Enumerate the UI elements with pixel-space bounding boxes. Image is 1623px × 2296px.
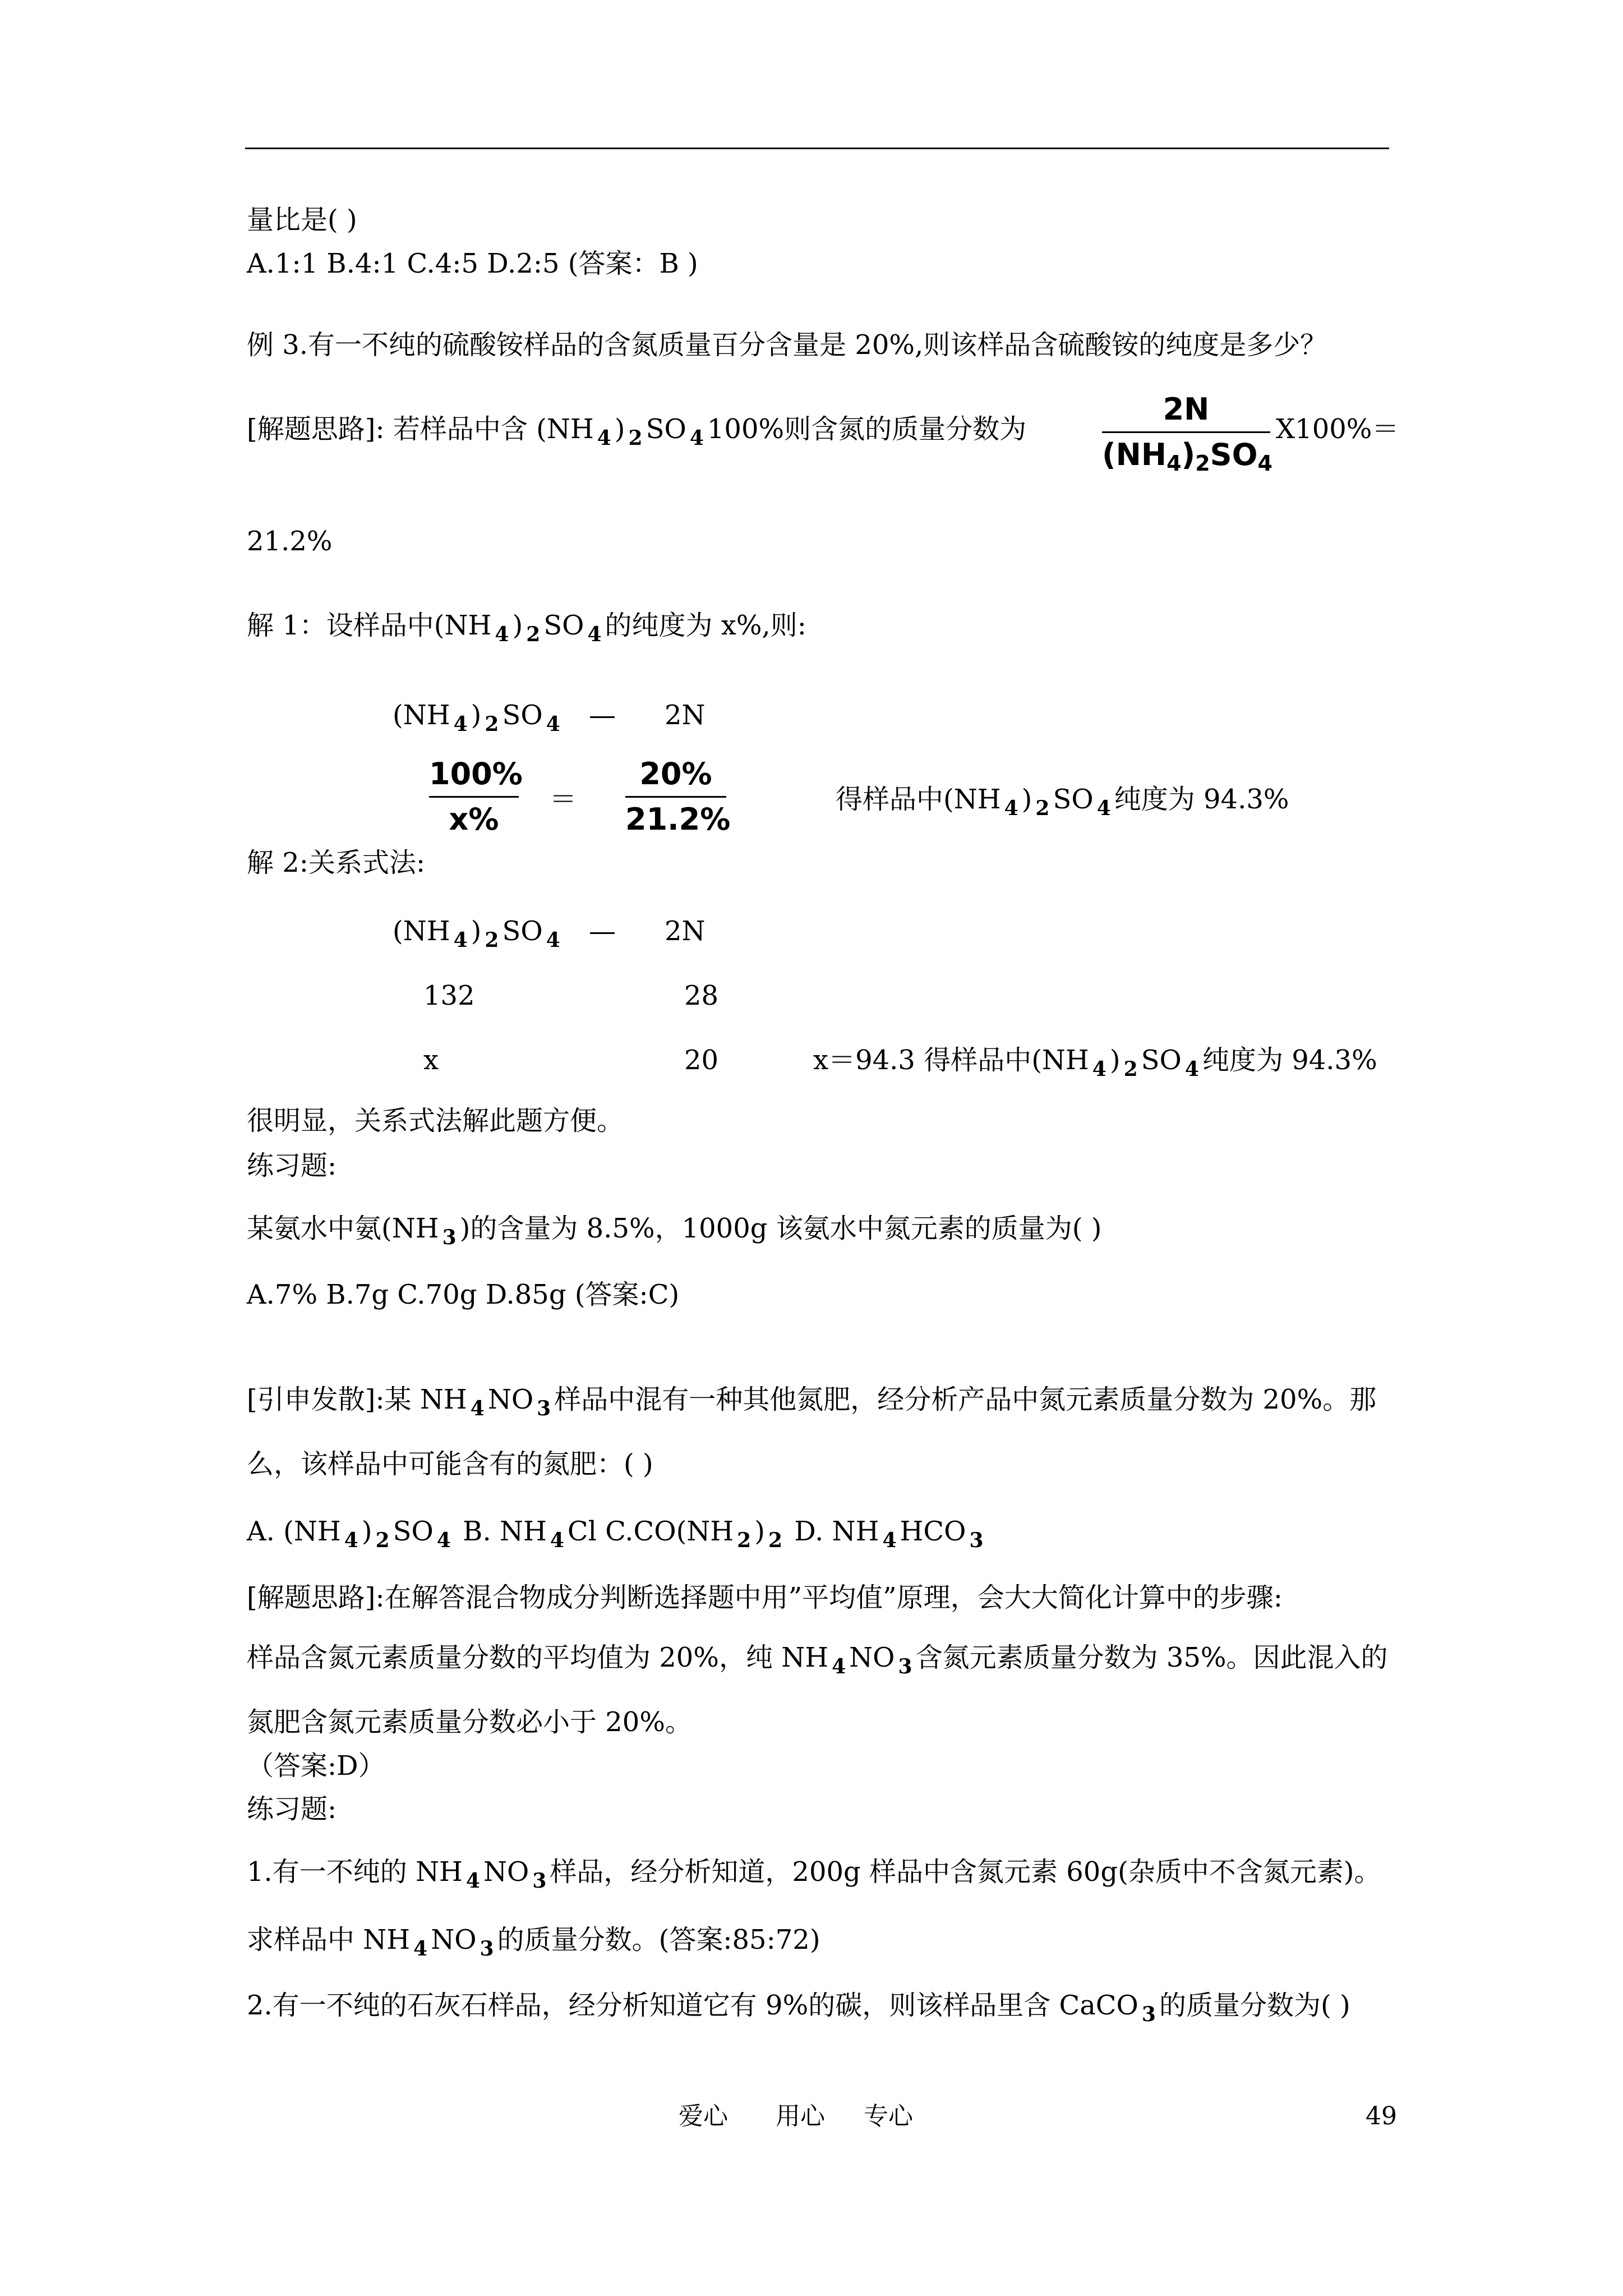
result-text: 得样品中(NH $_4$ ) $_2$ SO $_4$ 纯度为 94.3% [836, 784, 1289, 820]
solution-2-heading: 解 2:关系式法: [247, 847, 426, 878]
footer-motto: 用心 [776, 2102, 825, 2131]
text-line: 21.2% [247, 526, 333, 557]
text-fragment: X100%＝ [1276, 413, 1399, 445]
page-number: 49 [1366, 2102, 1397, 2131]
result-text: x＝94.3 得样品中(NH $_4$ ) $_2$ SO $_4$ 纯度为 94.3% [813, 1045, 1377, 1081]
answer-options: A.1:1 B.4:1 C.4:5 D.2:5 (答案：B ) [247, 248, 698, 279]
text-line: 求样品中 NH $_4$ NO $_3$ 的质量分数。(答案:85:72) [247, 1924, 820, 1961]
answer-options: A.7% B.7g C.70g D.85g (答案:C) [247, 1279, 680, 1310]
exercise-question-1: 1.有一不纯的 NH $_4$ NO $_3$ 样品，经分析知道，200g 样品中含氮元素 60g(杂质中不含氮元素)。 [247, 1856, 1381, 1893]
extension-question: [引申发散]:某 NH $_4$ NO $_3$ 样品中混有一种其他氮肥，经分析产品中氮元素质量分数为 20%。那 [247, 1384, 1377, 1420]
molar-mass-value: 28 [684, 980, 719, 1011]
relation-formula: (NH $_4$ ) $_2$ SO $_4$ [393, 700, 560, 736]
value-20: 20 [684, 1045, 719, 1076]
answer-options: A. (NH $_4$ ) $_2$ SO $_4$ B. NH $_4$ Cl C.CO(NH $_2$ ) $_2$ D. NH $_4$ HCO $_3$ [247, 1516, 984, 1552]
variable-x: x [423, 1045, 439, 1076]
fraction-20-21: 20% 21.2% [625, 756, 731, 837]
solution-1-line: 解 1：设样品中(NH $_4$ ) $_2$ SO $_4$ 的纯度为 x%,则: [247, 610, 806, 646]
exercise-question: 某氨水中氨(NH $_3$ )的含量为 8.5%，1000g 该氨水中氮元素的质量为( ) [247, 1213, 1102, 1249]
solution-idea-line: [解题思路]: 若样品中含 (NH $_4$ ) $_2$ SO $_4$ 100%则含氮的质量分数为 [247, 413, 1027, 450]
dash: — [589, 915, 616, 947]
header-rule [245, 148, 1389, 149]
equals-sign: ＝ [550, 784, 577, 815]
answer-line: （答案:D） [247, 1750, 385, 1782]
text-fragment: 2N [665, 700, 706, 731]
text-line: 样品含氮元素质量分数的平均值为 20%，纯 NH $_4$ NO $_3$ 含氮元素质量分数为 35%。因此混入的 [247, 1642, 1388, 1678]
footer-motto: 爱心 [679, 2102, 728, 2131]
text-line: 很明显，关系式法解此题方便。 [247, 1105, 624, 1137]
exercise-heading: 练习题: [247, 1793, 337, 1825]
fraction-nitrogen-ratio: 2N (NH4)2SO4 [1102, 392, 1272, 476]
solution-idea-line: [解题思路]:在解答混合物成分判断选择题中用”平均值”原理，会大大简化计算中的步骤: [247, 1582, 1283, 1613]
text-fragment: 2N [665, 915, 706, 947]
text-line: 氮肥含氮元素质量分数必小于 20%。 [247, 1706, 692, 1738]
text-line: 么，该样品中可能含有的氮肥：( ) [247, 1448, 653, 1480]
fraction-100-x: 100% x% [429, 756, 523, 837]
exercise-question-2: 2.有一不纯的石灰石样品，经分析知道它有 9%的碳，则该样品里含 CaCO $_3$ 的质量分数为( ) [247, 1990, 1350, 2026]
example-3-question: 例 3.有一不纯的硫酸铵样品的含氮质量百分含量是 20%,则该样品含硫酸铵的纯度是多少？ [247, 329, 1327, 361]
dash: — [589, 700, 616, 731]
molar-mass-value: 132 [423, 980, 475, 1011]
text-line: 量比是( ) [247, 204, 357, 236]
exercise-heading: 练习题: [247, 1150, 337, 1181]
footer-motto: 专心 [864, 2102, 913, 2131]
relation-formula: (NH $_4$ ) $_2$ SO $_4$ [393, 915, 560, 952]
